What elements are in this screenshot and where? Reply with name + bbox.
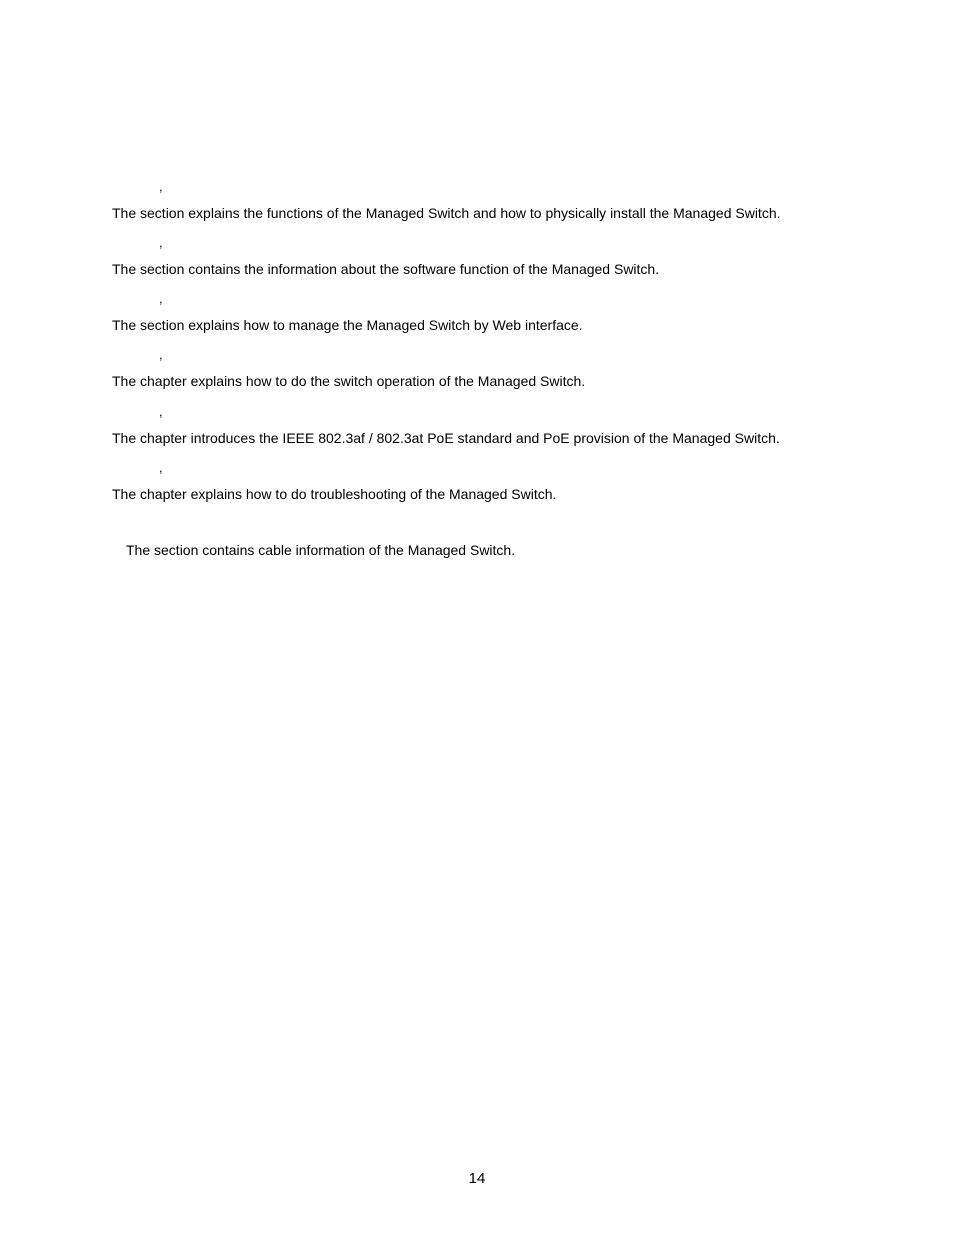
section-4-marker: , [159,347,163,362]
section-5-description: The chapter introduces the IEEE 802.3af / 802.3at PoE standard and PoE provision of the Managed Switch. [112,430,780,446]
section-1-description: The section explains the functions of the Managed Switch and how to physically install the Managed Switch. [112,205,781,221]
section-6-description: The chapter explains how to do troubleshooting of the Managed Switch. [112,486,557,502]
section-6-marker: , [159,460,163,475]
section-5-marker: , [159,404,163,419]
section-2-description: The section contains the information about the software function of the Managed Switch. [112,261,660,277]
appendix-description: The section contains cable information of the Managed Switch. [126,542,516,558]
section-3-description: The section explains how to manage the Managed Switch by Web interface. [112,317,583,333]
page-number: 14 [468,1170,486,1187]
section-2-marker: , [159,235,163,250]
section-1-marker: , [159,179,163,194]
section-3-marker: , [159,291,163,306]
section-4-description: The chapter explains how to do the switch operation of the Managed Switch. [112,373,586,389]
